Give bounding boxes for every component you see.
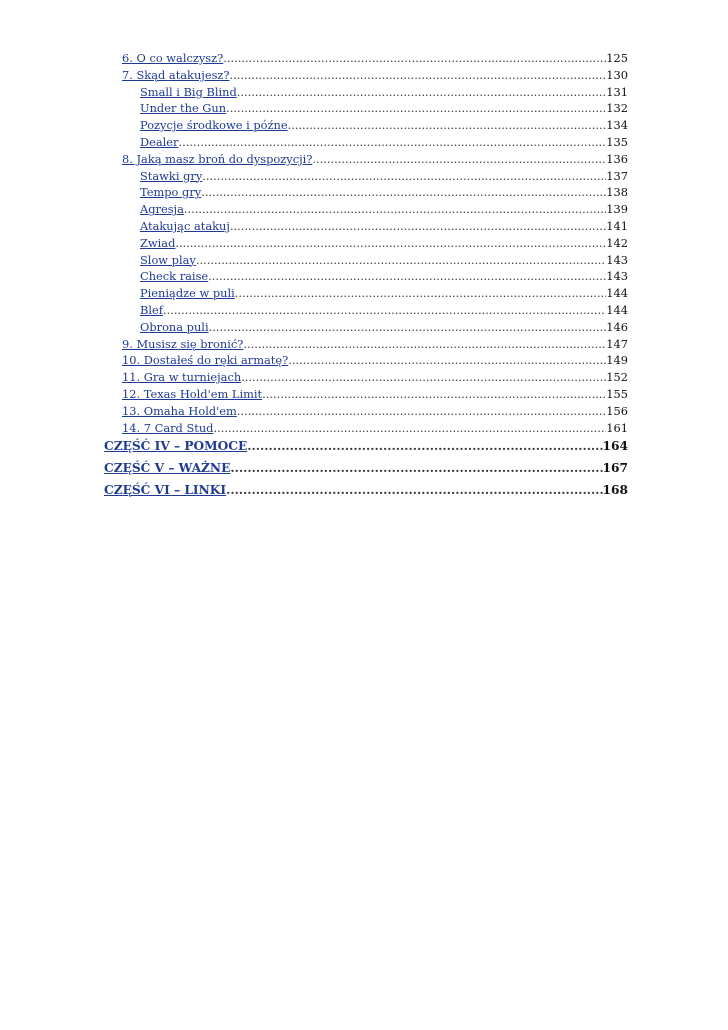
toc-entry-agresja[interactable] <box>104 201 628 218</box>
dot-leader <box>230 458 602 480</box>
toc-entry-title[interactable]: Under the Gun <box>140 101 227 116</box>
toc-entry-title[interactable]: 7. Skąd atakujesz? <box>122 67 230 82</box>
dot-leader <box>241 369 606 386</box>
toc-entry-pozycje-srodkowe-i-pozne[interactable] <box>104 117 628 134</box>
toc-entry-6-o-co-walczysz[interactable] <box>104 50 628 67</box>
dot-leader <box>230 67 607 84</box>
toc-entry-stawki-gry[interactable] <box>104 168 628 185</box>
toc-entry-13-omaha-holdem[interactable] <box>104 403 628 420</box>
toc-entry-title[interactable]: 6. O co walczysz? <box>122 51 224 65</box>
toc-entry-check-raise[interactable] <box>104 268 628 285</box>
toc-entry-page: 142 <box>606 235 628 250</box>
toc-entry-page: 132 <box>606 101 628 116</box>
toc-entry-page: 141 <box>606 218 628 233</box>
toc-entry-czesc-vi-linki[interactable] <box>104 480 628 502</box>
toc-entry-title[interactable]: Pozycje środkowe i późne <box>140 118 288 133</box>
toc-entry-zwiad[interactable] <box>104 235 628 252</box>
toc-entry-czesc-iv-pomoce[interactable] <box>104 436 628 458</box>
dot-leader <box>201 184 606 201</box>
toc-entry-7-skad-atakujesz[interactable] <box>104 67 628 84</box>
toc-entry-title[interactable]: 14. 7 Card Stud <box>122 420 214 435</box>
toc-entry-page: 144 <box>606 286 628 301</box>
toc-entry-page: 125 <box>606 51 628 65</box>
toc-entry-page: 130 <box>606 67 628 82</box>
toc-entry-page: 156 <box>606 403 628 418</box>
toc-entry-14-7-card-stud[interactable] <box>104 420 628 437</box>
toc-entry-title[interactable]: Pieniądze w puli <box>140 286 235 301</box>
toc-entry-dealer[interactable] <box>104 134 628 151</box>
toc-entry-title[interactable]: Zwiad <box>140 235 176 250</box>
dot-leader <box>288 117 607 134</box>
toc-entry-page: 136 <box>606 151 628 166</box>
toc-entry-title[interactable]: Small i Big Blind <box>140 84 237 99</box>
toc-entry-title[interactable]: Slow play <box>140 252 196 267</box>
toc-entry-title[interactable]: Agresja <box>140 202 184 217</box>
toc-entry-page: 149 <box>606 353 628 368</box>
toc-entry-czesc-v-wazne[interactable] <box>104 458 628 480</box>
toc-entry-page: 138 <box>606 185 628 200</box>
dot-leader <box>235 285 606 302</box>
toc-entry-pieniadze-w-puli[interactable] <box>104 285 628 302</box>
toc-entry-title[interactable]: 9. Musisz się bronić? <box>122 336 244 351</box>
toc-entry-page: 143 <box>606 252 628 267</box>
toc-entry-blef[interactable] <box>104 302 628 319</box>
dot-leader <box>196 252 606 269</box>
toc-entry-page: 143 <box>606 269 628 284</box>
toc-entry-page: 164 <box>602 439 628 454</box>
toc-entry-title[interactable]: Dealer <box>140 134 179 149</box>
toc-entry-page: 146 <box>606 319 628 334</box>
toc-entry-title[interactable]: 11. Gra w turniejach <box>122 370 242 385</box>
toc-entry-atakujac-atakuj[interactable] <box>104 218 628 235</box>
toc-entry-10-dostales-do-reki-armate[interactable] <box>104 352 628 369</box>
toc-entry-11-gra-w-turniejach[interactable] <box>104 369 628 386</box>
table-of-contents <box>104 50 628 501</box>
toc-entry-title[interactable]: Obrona puli <box>140 319 209 334</box>
toc-entry-9-musisz-sie-bronic[interactable] <box>104 336 628 353</box>
dot-leader <box>262 386 606 403</box>
dot-leader <box>237 403 606 420</box>
toc-entry-title[interactable]: CZĘŚĆ VI – LINKI <box>104 482 227 497</box>
toc-entry-title[interactable]: Check raise <box>140 269 209 284</box>
toc-entry-title[interactable]: 12. Texas Hold'em Limit <box>122 386 263 401</box>
toc-entry-title[interactable]: Atakując atakuj <box>140 218 230 233</box>
toc-entry-page: 139 <box>606 202 628 217</box>
dot-leader <box>163 302 606 319</box>
toc-entry-page: 168 <box>602 482 628 497</box>
dot-leader <box>213 420 606 437</box>
toc-entry-page: 167 <box>602 460 628 475</box>
dot-leader <box>202 168 606 185</box>
dot-leader <box>237 84 606 101</box>
toc-entry-title[interactable]: CZĘŚĆ V – WAŻNE <box>104 460 231 475</box>
dot-leader <box>230 218 606 235</box>
dot-leader <box>288 352 606 369</box>
toc-entry-page: 147 <box>606 336 628 351</box>
dot-leader <box>312 151 606 168</box>
dot-leader <box>243 336 606 353</box>
dot-leader <box>247 436 602 458</box>
dot-leader <box>223 50 606 67</box>
toc-entry-page: 144 <box>606 302 628 317</box>
toc-entry-obrona-puli[interactable] <box>104 319 628 336</box>
toc-entry-title[interactable]: Blef <box>140 302 163 317</box>
dot-leader <box>208 268 606 285</box>
dot-leader <box>226 100 606 117</box>
toc-entry-slow-play[interactable] <box>104 252 628 269</box>
toc-entry-title[interactable]: Tempo gry <box>140 185 202 200</box>
dot-leader <box>184 201 606 218</box>
toc-entry-8-jaka-masz-bron[interactable] <box>104 151 628 168</box>
toc-entry-under-the-gun[interactable] <box>104 100 628 117</box>
toc-entry-title[interactable]: CZĘŚĆ IV – POMOCE <box>104 439 248 454</box>
dot-leader <box>179 134 607 151</box>
toc-entry-page: 155 <box>606 386 628 401</box>
dot-leader <box>175 235 606 252</box>
dot-leader <box>209 319 607 336</box>
toc-entry-page: 135 <box>606 134 628 149</box>
toc-entry-page: 137 <box>606 168 628 183</box>
toc-entry-tempo-gry[interactable] <box>104 184 628 201</box>
toc-entry-page: 161 <box>606 420 628 435</box>
toc-entry-page: 152 <box>606 370 628 385</box>
toc-entry-12-texas-holdem-limit[interactable] <box>104 386 628 403</box>
toc-entry-page: 134 <box>606 118 628 133</box>
toc-entry-title[interactable]: 10. Dostałeś do ręki armatę? <box>122 353 289 368</box>
toc-entry-title[interactable]: Stawki gry <box>140 168 203 183</box>
toc-entry-page: 131 <box>606 84 628 99</box>
toc-entry-small-i-big-blind[interactable] <box>104 84 628 101</box>
toc-entry-title[interactable]: 13. Omaha Hold'em <box>122 403 237 418</box>
toc-entry-title[interactable]: 8. Jaką masz broń do dyspozycji? <box>122 151 313 166</box>
dot-leader <box>226 480 602 502</box>
